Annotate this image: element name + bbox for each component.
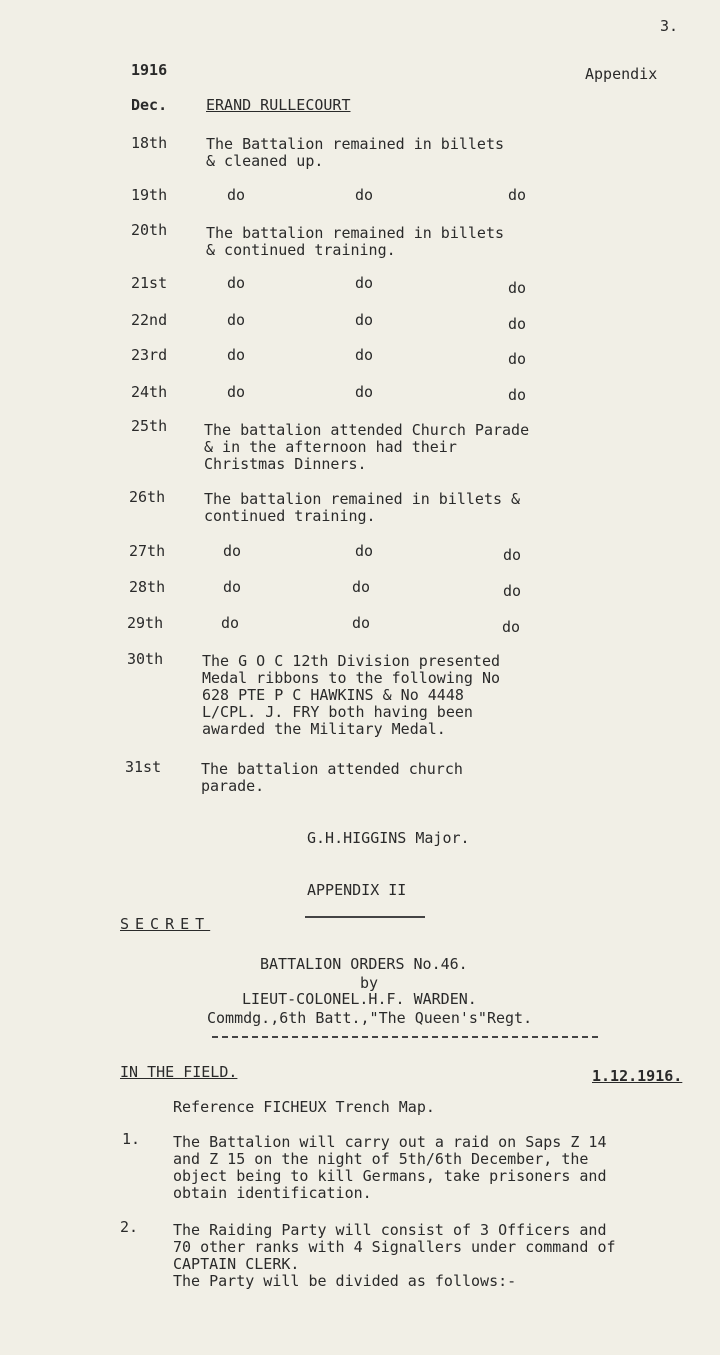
page-number: 3. [660, 17, 679, 35]
ditto-mark: do [355, 274, 374, 292]
ditto-mark: do [502, 618, 521, 636]
entry-date: 28th [129, 578, 166, 596]
entry-text: The Battalion remained in billets & cleaned up. [206, 135, 505, 170]
entry-date: 22nd [131, 311, 168, 329]
ditto-mark: do [503, 582, 522, 600]
entry-text: The battalion remained in billets & continued training. [204, 490, 521, 525]
paragraph-number: 1. [122, 1130, 141, 1148]
ditto-mark: do [508, 186, 527, 204]
orders-unit: Commdg.,6th Batt.,"The Queen's"Regt. [207, 1009, 533, 1027]
ditto-mark: do [223, 578, 242, 596]
ditto-mark: do [508, 315, 527, 333]
orders-officer: LIEUT-COLONEL.H.F. WARDEN. [242, 990, 477, 1008]
entry-date: 29th [127, 614, 164, 632]
paragraph-text: The Battalion will carry out a raid on Saps Z 14 and Z 15 on the night of 5th/6th December, the object being to kill Germans, take prisoners and obtain identification. [173, 1133, 607, 1202]
entry-text: The battalion attended Church Parade & in the afternoon had their Christmas Dinners. [204, 421, 530, 473]
reference: Reference FICHEUX Trench Map. [173, 1098, 435, 1116]
orders-rule [212, 1036, 598, 1038]
year: 1916 [131, 61, 168, 79]
entry-date: 31st [125, 758, 162, 776]
place: IN THE FIELD. [120, 1063, 238, 1081]
entry-date: 25th [131, 417, 168, 435]
entry-date: 21st [131, 274, 168, 292]
ditto-mark: do [221, 614, 240, 632]
appendix-label: Appendix [585, 65, 658, 83]
ditto-mark: do [508, 386, 527, 404]
entry-date: 26th [129, 488, 166, 506]
entry-date: 18th [131, 134, 168, 152]
ditto-mark: do [223, 542, 242, 560]
ditto-mark: do [355, 542, 374, 560]
ditto-mark: do [227, 346, 246, 364]
paragraph-text: The Raiding Party will consist of 3 Officers and 70 other ranks with 4 Signallers under command of CAPTAIN CLERK. The Party will be divided as follows:- [173, 1221, 616, 1290]
ditto-mark: do [355, 311, 374, 329]
entry-text: The G O C 12th Division presented Medal ribbons to the following No 628 PTE P C HAWKINS & No 4448 L/CPL. J. FRY both having been awarded the Military Medal. [202, 652, 501, 738]
ditto-mark: do [227, 274, 246, 292]
secret-label: SECRET [120, 915, 211, 933]
ditto-mark: do [508, 279, 527, 297]
ditto-mark: do [355, 383, 374, 401]
entry-text: The battalion remained in billets & continued training. [206, 224, 505, 259]
ditto-mark: do [352, 578, 371, 596]
entry-date: 24th [131, 383, 168, 401]
ditto-mark: do [508, 350, 527, 368]
entry-date: 19th [131, 186, 168, 204]
orders-by: by [360, 974, 379, 992]
appendix-rule [305, 916, 425, 918]
signature: G.H.HIGGINS Major. [307, 829, 470, 847]
ditto-mark: do [227, 186, 246, 204]
location: ERAND RULLECOURT [206, 96, 351, 114]
entry-text: The battalion attended church parade. [201, 760, 463, 795]
orders-title: BATTALION ORDERS No.46. [260, 955, 468, 973]
ditto-mark: do [352, 614, 371, 632]
ditto-mark: do [355, 346, 374, 364]
ditto-mark: do [227, 311, 246, 329]
ditto-mark: do [355, 186, 374, 204]
entry-date: 20th [131, 221, 168, 239]
entry-date: 27th [129, 542, 166, 560]
appendix-title: APPENDIX II [307, 881, 407, 899]
ditto-mark: do [227, 383, 246, 401]
order-date: 1.12.1916. [592, 1067, 683, 1085]
paragraph-number: 2. [120, 1218, 139, 1236]
entry-date: 23rd [131, 346, 168, 364]
month: Dec. [131, 96, 168, 114]
entry-date: 30th [127, 650, 164, 668]
ditto-mark: do [503, 546, 522, 564]
